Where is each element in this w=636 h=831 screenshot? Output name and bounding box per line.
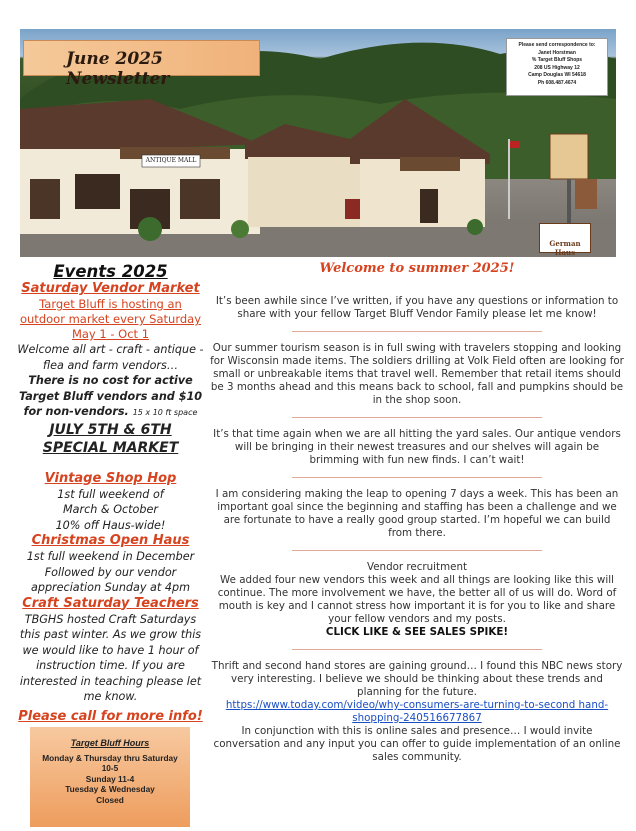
events-column — [17, 262, 204, 725]
contact-line: % Target Bluff Shops — [531, 57, 583, 63]
logo-text: German Haus — [549, 239, 581, 257]
craft-saturday-teachers-title: Craft Saturday Teachers — [22, 595, 199, 611]
svm-welcome: Welcome all art - craft - antique - flea and farm vendors… — [17, 343, 204, 372]
vintage-shop-hop-title: Vintage Shop Hop — [44, 470, 177, 486]
contact-line: Janet Horstman — [538, 49, 576, 56]
svm-description: Target Bluff is hosting an outdoor market every Saturday — [19, 297, 202, 326]
vendor-recruitment-title: Vendor recruitment — [366, 561, 468, 573]
coh-description: 1st full weekend in December Followed by our vendor appreciation Sunday at 4pm — [26, 550, 195, 594]
contact-box — [506, 38, 608, 96]
vsh-line: March & October — [63, 503, 158, 516]
svm-dates: May 1 - Oct 1 — [71, 327, 150, 341]
paragraph-thrift: Thrift and second hand stores are gaining ground… I found this NBC news story very interesting. I believe we should be thinking about these trends and planning for the future. — [211, 660, 623, 698]
special-market: JULY 5TH & 6TH SPECIAL MARKET — [42, 421, 179, 456]
hours-box — [30, 727, 190, 827]
hours-title: Target Bluff Hours — [70, 738, 150, 748]
nbc-story-link[interactable]: https://www.today.com/video/why-consumers-are-turning-to-second hand-shopping-240516677867 — [225, 699, 609, 724]
newsletter-title-badge — [23, 40, 260, 89]
paragraph-online-sales: In conjunction with this is online sales and presence… I would invite conversation and any input you can offer to guide implementation of an online sales community. — [213, 725, 621, 763]
paragraph-yard-sales: It’s that time again when we are all hitting the yard sales. Our antique vendors will be bringing in their newest treasures and our shelves will again be brimming with fun new finds. I can’t wait! — [213, 428, 621, 466]
hours-line: Sunday 11-4 — [85, 773, 135, 784]
divider — [292, 477, 542, 478]
saturday-vendor-market-title: Saturday Vendor Market — [21, 281, 200, 296]
hours-line: Closed — [96, 794, 124, 805]
divider — [292, 550, 542, 551]
hours-line: 10-5 — [101, 763, 119, 773]
contact-line: Please send correspondence to: — [518, 42, 596, 48]
divider — [292, 649, 542, 650]
newsletter-title: June 2025 Newsletter — [66, 49, 170, 89]
vsh-line: 1st full weekend of — [57, 487, 164, 501]
newsletter-body — [210, 262, 624, 764]
svm-space: 15 x 10 ft space — [132, 408, 198, 417]
hours-line: Tuesday & Wednesday — [65, 784, 155, 794]
contact-line: 208 US Highway 12 — [534, 64, 580, 71]
svm-cost — [17, 373, 204, 421]
contact-line: Camp Douglas WI 54618 — [528, 72, 586, 78]
call-for-info: Please call for more info! — [18, 708, 203, 724]
welcome-heading: Welcome to summer 2025! — [319, 261, 515, 276]
german-haus-logo — [539, 223, 591, 257]
call-to-action: CLICK LIKE & SEE SALES SPIKE! — [325, 626, 509, 638]
hours-line: Monday & Thursday thru Saturday — [42, 752, 178, 763]
paragraph-recruitment: We added four new vendors this week and all things are looking like this will continue. The more involvement we have, the better all of us will do. Word of mouth is key and I cannot stress how important it is for you to like and share your fellow vendors and my posts. — [217, 574, 617, 625]
antique-mall-sign: ANTIQUE MALL — [145, 157, 197, 164]
events-title: Events 2025 — [53, 262, 168, 281]
paragraph-seven-days: I am considering making the leap to opening 7 days a week. This has been an important goal since the beginning and staffing has been a challenge and we are fortunate to have a really good group started. I’m hopeful we can build from there. — [215, 488, 619, 539]
svm-cost-text: There is no cost for active Target Bluff vendors and $10 for non-vendors. — [18, 374, 203, 418]
paragraph-tourism: Our summer tourism season is in full swing with travelers stopping and looking for Wisconsin made items. The soldiers drilling at Volk Field often are looking for small or unbreakable items that travel well. Remember that retail items should be 3 months ahead and this means back to school, fall and pumpkins should be in the shop soon. — [210, 342, 624, 406]
christmas-open-haus-title: Christmas Open Haus — [31, 533, 190, 548]
vsh-line: 10% off Haus-wide! — [55, 518, 166, 532]
paragraph-intro: It’s been awhile since I’ve written, if you have any questions or information to share with your fellow Target Bluff Vendor Family please let me know! — [215, 295, 619, 320]
divider — [292, 417, 542, 418]
cst-description: TBGHS hosted Craft Saturdays this past winter. As we grow this we would like to have 1 hour of instruction time. If you are interested in teaching please let me know. — [19, 612, 202, 703]
divider — [292, 331, 542, 332]
contact-line: Ph 608.487.4674 — [537, 79, 577, 86]
hero-photo — [20, 29, 616, 257]
